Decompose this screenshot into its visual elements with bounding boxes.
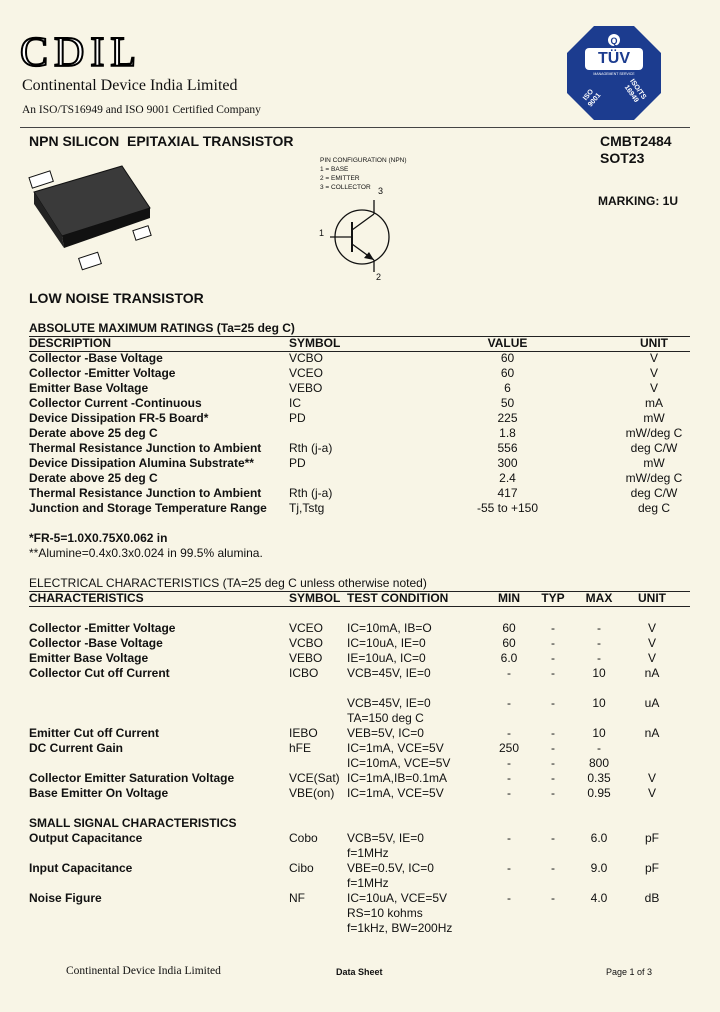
elec-unit: V (647, 621, 656, 635)
abs-max-unit: mW/deg C (625, 426, 683, 440)
abs-max-symbol: PD (289, 411, 306, 425)
abs-max-row (29, 351, 689, 366)
elec-test-condition: IC=1mA, VCE=5V (347, 786, 444, 800)
elec-test-condition: VEB=5V, IC=0 (347, 726, 424, 740)
elec-typ: - (551, 741, 555, 755)
elec-min: - (507, 786, 511, 800)
elec-typ: - (551, 726, 555, 740)
elec-typ: - (551, 651, 555, 665)
elec-test-condition: VBE=0.5V, IC=0 (347, 861, 434, 875)
footer-data-sheet: Data Sheet (336, 967, 383, 977)
elec-max: 10 (592, 666, 606, 680)
elec-row (29, 861, 689, 876)
elec-unit: V (647, 786, 656, 800)
elec-row (29, 921, 689, 936)
elec-header-row (29, 591, 689, 606)
elec-typ: - (551, 771, 555, 785)
col-typ: TYP (541, 591, 565, 605)
elec-characteristic: Collector Emitter Saturation Voltage (29, 771, 235, 785)
abs-max-unit: V (649, 381, 658, 395)
elec-characteristic: Collector -Base Voltage (29, 636, 163, 650)
elec-test-condition: VCB=45V, IE=0 (347, 696, 431, 710)
logo-text: CDIL (20, 30, 142, 76)
elec-unit: uA (644, 696, 660, 710)
abs-max-value: 2.4 (499, 471, 516, 485)
tuv-brand: TÜV (598, 50, 630, 67)
col-description: DESCRIPTION (29, 336, 112, 350)
elec-row (29, 666, 689, 681)
certification-line: An ISO/TS16949 and ISO 9001 Certified Company (22, 104, 261, 116)
elec-max: - (597, 651, 601, 665)
abs-max-unit: mA (645, 396, 663, 410)
elec-test-condition: IC=10uA, VCE=5V (347, 891, 448, 905)
elec-test-condition: f=1MHz (347, 876, 389, 890)
abs-max-value: -55 to +150 (476, 501, 539, 515)
abs-max-row (29, 471, 689, 486)
abs-max-row (29, 411, 689, 426)
elec-min: 60 (502, 621, 516, 635)
abs-max-unit: deg C/W (630, 486, 678, 500)
elec-characteristic: SMALL SIGNAL CHARACTERISTICS (29, 816, 237, 830)
elec-test-condition: IC=1mA, VCE=5V (347, 741, 444, 755)
sot23-package-drawing (22, 158, 162, 273)
pin-3-label: 3 = COLLECTOR (320, 184, 371, 191)
elec-max: 0.95 (587, 786, 611, 800)
abs-max-value: 6 (504, 381, 511, 395)
col-max: MAX (585, 591, 613, 605)
elec-min: - (507, 771, 511, 785)
elec-typ: - (551, 786, 555, 800)
abs-max-row (29, 501, 689, 516)
elec-min: 250 (498, 741, 520, 755)
elec-characteristic: Collector -Emitter Voltage (29, 621, 176, 635)
elec-row (29, 846, 689, 861)
elec-max: 9.0 (590, 861, 608, 875)
abs-max-row (29, 381, 689, 396)
abs-max-description: Collector Current -Continuous (29, 396, 202, 410)
elec-test-condition: RS=10 kohms (347, 906, 423, 920)
abs-max-row (29, 366, 689, 381)
pin-number-1: 1 (319, 228, 325, 238)
abs-max-description: Emitter Base Voltage (29, 381, 149, 395)
elec-row (29, 876, 689, 891)
elec-row (29, 726, 689, 741)
abs-max-row (29, 441, 689, 456)
elec-row (29, 756, 689, 771)
footer-page-number: Page 1 of 3 (606, 967, 653, 977)
header-divider (20, 127, 690, 128)
elec-characteristic: Collector Cut off Current (29, 666, 170, 680)
pin-number-3: 3 (378, 186, 384, 196)
elec-characteristic: DC Current Gain (29, 741, 124, 755)
package-type: SOT23 (600, 150, 645, 166)
abs-max-value: 300 (497, 456, 518, 470)
elec-test-condition: IC=10mA, IB=O (347, 621, 432, 635)
elec-unit: V (647, 636, 656, 650)
elec-max: 10 (592, 696, 606, 710)
tuv-iso-ts: ISO/TS 16949 (622, 78, 648, 104)
elec-symbol: VCBO (289, 636, 324, 650)
abs-max-value: 556 (497, 441, 518, 455)
abs-max-value: 1.8 (499, 426, 516, 440)
elec-max: 4.0 (590, 891, 608, 905)
elec-characteristic: Input Capacitance (29, 861, 133, 875)
elec-header-rule (29, 606, 690, 607)
col-unit: UNIT (640, 336, 668, 350)
elec-symbol: ICBO (289, 666, 319, 680)
part-number: CMBT2484 (600, 133, 672, 149)
elec-min: - (507, 666, 511, 680)
elec-min: - (507, 831, 511, 845)
elec-typ: - (551, 756, 555, 770)
elec-symbol: VCEO (289, 621, 324, 635)
elec-unit: pF (644, 831, 659, 845)
elec-typ: - (551, 621, 555, 635)
elec-row (29, 816, 689, 831)
elec-characteristic: Base Emitter On Voltage (29, 786, 169, 800)
abs-max-symbol: VCEO (289, 366, 324, 380)
elec-row (29, 891, 689, 906)
elec-test-condition: TA=150 deg C (347, 711, 424, 725)
elec-symbol: NF (289, 891, 305, 905)
elec-heading: ELECTRICAL CHARACTERISTICS (TA=25 deg C unless otherwise noted) (29, 576, 427, 590)
col-symbol: SYMBOL (289, 336, 341, 350)
footnote-alumina: **Alumine=0.4x0.3x0.024 in 99.5% alumina. (29, 546, 263, 560)
abs-max-unit: V (649, 351, 658, 365)
elec-max: 10 (592, 726, 606, 740)
pin-number-2: 2 (376, 272, 382, 282)
abs-max-description: Collector -Base Voltage (29, 351, 163, 365)
elec-max: 0.35 (587, 771, 611, 785)
abs-max-value: 50 (500, 396, 515, 410)
company-logo (20, 30, 142, 76)
elec-max: - (597, 741, 601, 755)
elec-test-condition: IC=10uA, IE=0 (347, 636, 426, 650)
abs-max-unit: deg C (637, 501, 671, 515)
pin-config-title: PIN CONFIGURATION (NPN) (320, 157, 407, 164)
elec-min: 6.0 (500, 651, 518, 665)
tuv-badge (565, 24, 663, 122)
elec-row (29, 786, 689, 801)
elec-typ: - (551, 831, 555, 845)
elec-max: 6.0 (590, 831, 608, 845)
elec-typ: - (551, 891, 555, 905)
abs-max-row (29, 456, 689, 471)
abs-max-unit: mW (643, 456, 665, 470)
elec-symbol: IEBO (289, 726, 318, 740)
company-name: Continental Device India Limited (22, 77, 238, 94)
col-unit: UNIT (638, 591, 666, 605)
marking-code: MARKING: 1U (598, 194, 678, 208)
svg-text:Q: Q (610, 36, 618, 46)
abs-max-symbol: Rth (j-a) (289, 441, 333, 455)
elec-unit: dB (644, 891, 660, 905)
abs-max-symbol: PD (289, 456, 306, 470)
elec-min: - (507, 891, 511, 905)
abs-max-symbol: Rth (j-a) (289, 486, 333, 500)
elec-test-condition: IE=10uA, IC=0 (347, 651, 426, 665)
elec-row (29, 636, 689, 651)
tuv-subtext: MANAGEMENT SERVICE (593, 72, 635, 76)
elec-characteristic: Output Capacitance (29, 831, 143, 845)
pin-2-label: 2 = EMITTER (320, 175, 360, 182)
elec-min: - (507, 696, 511, 710)
elec-max: - (597, 636, 601, 650)
abs-max-symbol: VCBO (289, 351, 324, 365)
abs-max-description: Derate above 25 deg C (29, 426, 158, 440)
footer-company: Continental Device India Limited (66, 965, 221, 977)
elec-row (29, 831, 689, 846)
elec-typ: - (551, 666, 555, 680)
elec-row (29, 651, 689, 666)
elec-unit: nA (644, 726, 660, 740)
device-subtitle: LOW NOISE TRANSISTOR (29, 290, 204, 306)
col-value: VALUE (487, 336, 528, 350)
abs-max-row (29, 426, 689, 441)
elec-symbol: VCE(Sat) (289, 771, 340, 785)
elec-test-condition: VCB=45V, IE=0 (347, 666, 431, 680)
elec-unit: pF (644, 861, 659, 875)
abs-max-value: 225 (497, 411, 518, 425)
col-symbol: SYMBOL (289, 591, 341, 605)
elec-row (29, 801, 689, 816)
abs-max-symbol: VEBO (289, 381, 323, 395)
elec-typ: - (551, 636, 555, 650)
elec-row (29, 711, 689, 726)
elec-max: 800 (588, 756, 610, 770)
elec-symbol: hFE (289, 741, 312, 755)
elec-symbol: VEBO (289, 651, 323, 665)
elec-min: 60 (502, 636, 516, 650)
abs-max-unit: V (649, 366, 658, 380)
elec-test-condition: f=1MHz (347, 846, 389, 860)
footnote-fr5: *FR-5=1.0X0.75X0.062 in (29, 531, 168, 545)
elec-test-condition: IC=10mA, VCE=5V (347, 756, 451, 770)
elec-symbol: Cobo (289, 831, 318, 845)
elec-unit: V (647, 771, 656, 785)
abs-max-row (29, 396, 689, 411)
elec-row (29, 696, 689, 711)
abs-max-description: Junction and Storage Temperature Range (29, 501, 267, 515)
abs-max-description: Device Dissipation FR-5 Board* (29, 411, 209, 425)
abs-max-value: 60 (500, 351, 515, 365)
abs-max-description: Thermal Resistance Junction to Ambient (29, 486, 262, 500)
col-characteristics: CHARACTERISTICS (29, 591, 144, 605)
elec-row (29, 741, 689, 756)
col-test-condition: TEST CONDITION (347, 591, 449, 605)
elec-row (29, 681, 689, 696)
elec-characteristic: Emitter Base Voltage (29, 651, 149, 665)
elec-min: - (507, 861, 511, 875)
abs-max-unit: mW/deg C (625, 471, 683, 485)
elec-min: - (507, 756, 511, 770)
col-min: MIN (498, 591, 520, 605)
pin-1-label: 1 = BASE (320, 166, 349, 173)
abs-max-unit: mW (643, 411, 665, 425)
abs-max-description: Device Dissipation Alumina Substrate** (29, 456, 254, 470)
elec-typ: - (551, 696, 555, 710)
elec-symbol: Cibo (289, 861, 314, 875)
elec-row (29, 621, 689, 636)
abs-max-value: 417 (497, 486, 518, 500)
elec-characteristic: Emitter Cut off Current (29, 726, 159, 740)
elec-max: - (597, 621, 601, 635)
elec-symbol: VBE(on) (289, 786, 335, 800)
elec-characteristic: Noise Figure (29, 891, 102, 905)
elec-row (29, 906, 689, 921)
elec-unit: V (647, 651, 656, 665)
abs-max-symbol: IC (289, 396, 301, 410)
document-title: NPN SILICON EPITAXIAL TRANSISTOR (29, 133, 294, 149)
abs-max-description: Thermal Resistance Junction to Ambient (29, 441, 262, 455)
abs-max-description: Derate above 25 deg C (29, 471, 158, 485)
elec-unit: nA (644, 666, 660, 680)
elec-test-condition: IC=1mA,IB=0.1mA (347, 771, 448, 785)
abs-max-value: 60 (500, 366, 515, 380)
tuv-iso-9001: ISO 9001 (581, 88, 603, 109)
abs-max-symbol: Tj,Tstg (289, 501, 325, 515)
elec-row (29, 771, 689, 786)
elec-typ: - (551, 861, 555, 875)
elec-test-condition: VCB=5V, IE=0 (347, 831, 424, 845)
abs-max-heading: ABSOLUTE MAXIMUM RATINGS (Ta=25 deg C) (29, 321, 295, 335)
abs-max-header-row (29, 336, 689, 351)
elec-min: - (507, 726, 511, 740)
abs-max-description: Collector -Emitter Voltage (29, 366, 176, 380)
abs-max-row (29, 486, 689, 501)
abs-max-unit: deg C/W (630, 441, 678, 455)
elec-test-condition: f=1kHz, BW=200Hz (347, 921, 453, 935)
